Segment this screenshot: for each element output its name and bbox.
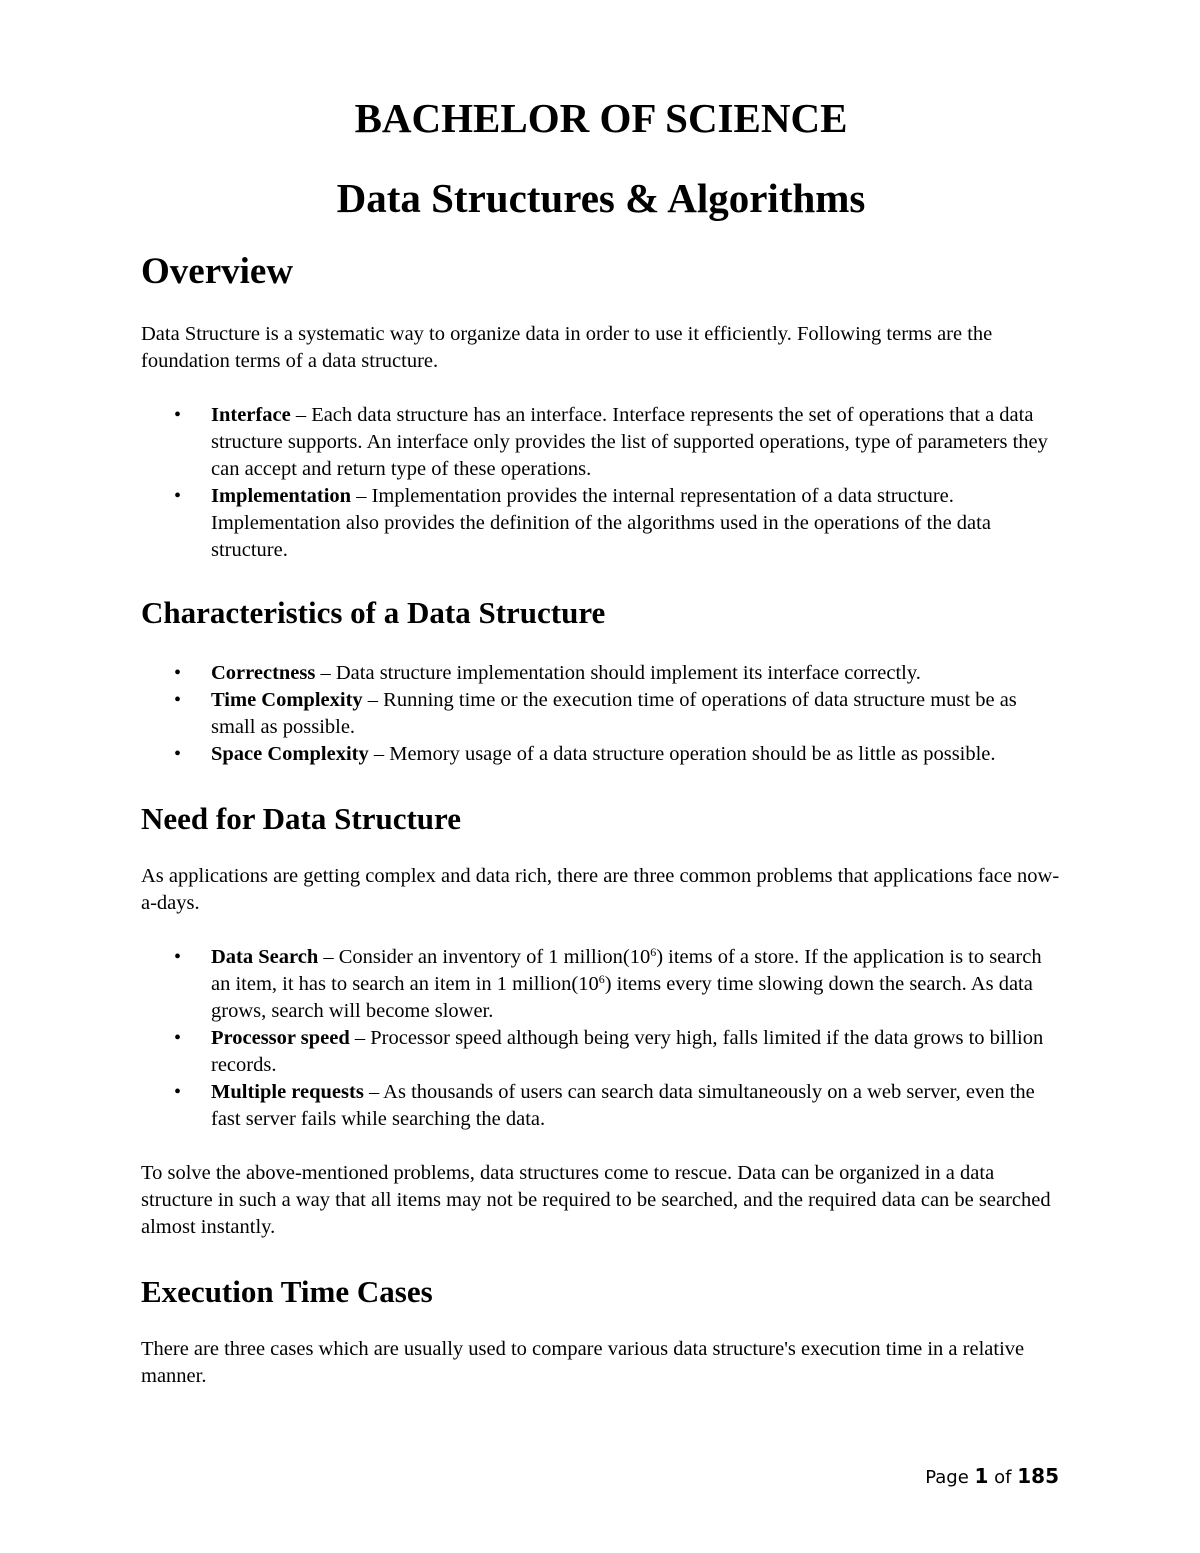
overview-list: [141, 402, 1061, 564]
term-label: Data Search: [211, 946, 319, 968]
term-description: ) items of a store. If the application is to search an item, it has to search an item in 1 million(10: [211, 946, 1042, 995]
term-description: – Processor speed although being very high, falls limited if the data grows to billion records.: [211, 1027, 1044, 1076]
execution-intro: There are three cases which are usually used to compare various data structure's execution time in a relative manner.: [141, 1338, 1025, 1387]
bullet-icon: •: [174, 404, 182, 426]
list-item: [141, 741, 1061, 768]
list-item: [141, 483, 1061, 564]
bullet-icon: •: [174, 1081, 182, 1103]
list-item: [141, 660, 1061, 687]
document-title: BACHELOR OF SCIENCE: [354, 95, 848, 141]
characteristics-heading: Characteristics of a Data Structure: [141, 595, 606, 630]
bullet-icon: •: [174, 485, 182, 507]
term-label: Time Complexity: [211, 689, 363, 711]
need-intro: As applications are getting complex and data rich, there are three common problems that applications face now-a-days.: [141, 865, 1060, 914]
term-label: Space Complexity: [211, 743, 369, 765]
term-description: – Running time or the execution time of operations of data structure must be as small as possible.: [211, 689, 1017, 738]
list-item: [141, 687, 1061, 741]
term-description: – Implementation provides the internal representation of a data structure. Implementation also provides the definition of the algorithms used in the operations of the data structure.: [211, 485, 991, 561]
of-label: of: [994, 1467, 1012, 1488]
need-list: [141, 944, 1061, 1133]
list-item: [141, 1025, 1061, 1079]
term-label: Interface: [211, 404, 291, 426]
term-description: – Memory usage of a data structure operation should be as little as possible.: [368, 743, 996, 765]
bullet-icon: •: [174, 946, 182, 968]
list-item: [141, 944, 1061, 1025]
page-footer: [0, 1463, 1059, 1491]
page-content: [141, 92, 1061, 1390]
page-label: Page: [925, 1467, 969, 1488]
bullet-icon: •: [174, 743, 182, 765]
bullet-icon: •: [174, 689, 182, 711]
exponent: 6: [650, 945, 657, 959]
term-description: – As thousands of users can search data simultaneously on a web server, even the fast server fails while searching the data.: [211, 1081, 1035, 1130]
total-pages: 185: [1017, 1464, 1059, 1488]
exponent: 6: [598, 972, 605, 986]
page-number: 1: [974, 1464, 989, 1488]
list-item: [141, 1079, 1061, 1133]
term-label: Implementation: [211, 485, 352, 507]
need-heading: Need for Data Structure: [141, 801, 461, 836]
term-label: Multiple requests: [211, 1081, 364, 1103]
term-label: Processor speed: [211, 1027, 350, 1049]
term-description: – Consider an inventory of 1 million(10: [318, 946, 651, 968]
document-subtitle: Data Structures & Algorithms: [336, 175, 866, 221]
bullet-icon: •: [174, 662, 182, 684]
bullet-icon: •: [174, 1027, 182, 1049]
execution-heading: Execution Time Cases: [141, 1274, 433, 1309]
list-item: [141, 402, 1061, 483]
term-description: – Each data structure has an interface. Interface represents the set of operations that a data structure supports. An interface only provides the list of supported operations, type of parameters they can accept and return type of these operations.: [211, 404, 1048, 480]
characteristics-list: [141, 660, 1061, 768]
term-label: Correctness: [211, 662, 316, 684]
overview-heading: Overview: [141, 251, 294, 292]
overview-intro: Data Structure is a systematic way to organize data in order to use it efficiently. Following terms are the foundation terms of a data structure.: [141, 323, 993, 372]
need-conclusion: To solve the above-mentioned problems, data structures come to rescue. Data can be organized in a data structure in such a way that all items may not be required to be searched, and the required data can be searched almost instantly.: [141, 1162, 1051, 1238]
term-description: – Data structure implementation should implement its interface correctly.: [315, 662, 921, 684]
term-description: ) items every time slowing down the search. As data grows, search will become slower.: [211, 973, 1033, 1022]
